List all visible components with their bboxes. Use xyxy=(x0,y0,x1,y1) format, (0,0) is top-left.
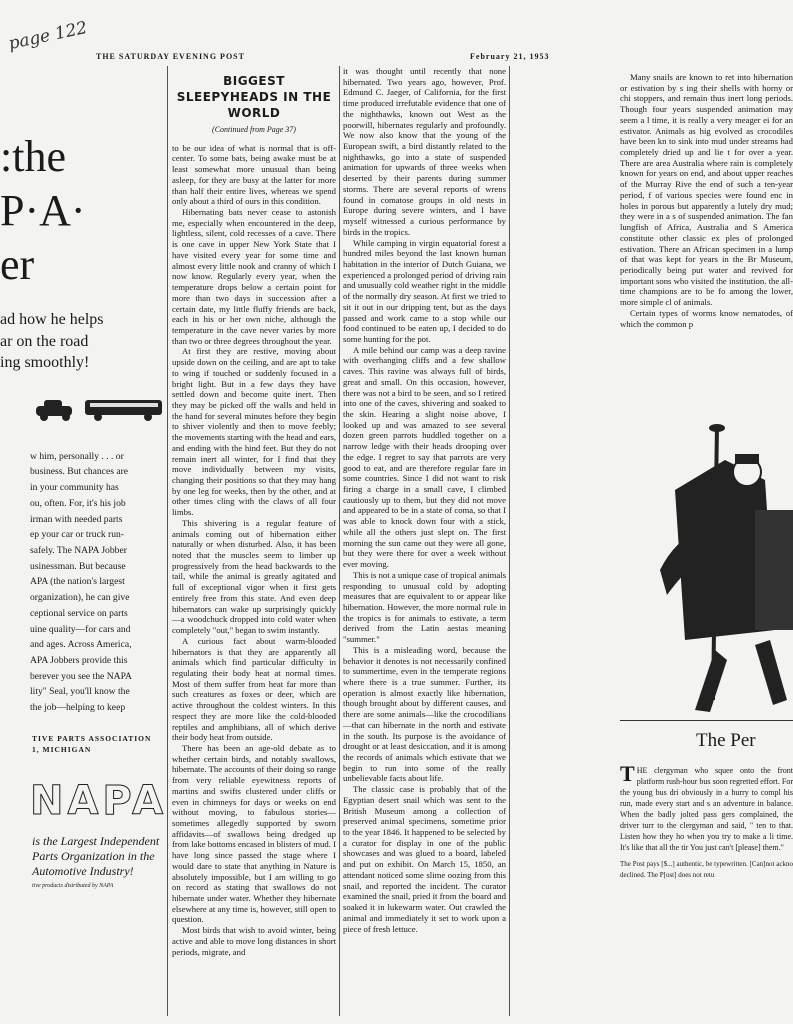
sidebar-story xyxy=(620,761,793,881)
paragraph: A mile behind our camp was a deep ravine with overhanging cliffs and a few shallow caves. This ravine was always full of birds, great and small. On this occasion, however, there was not a bird to be seen, and so I retired into one of the caves, shivering and soaked to the skin. Hearing a slight noise above, I looked up and was amazed to see several dozen green parrots huddled together on a narrow ledge with their heads drooping over the edge. I regret to say that parrots are very good to eat, and are therefore regular fare in some countries. Since I did not want to risk firing a charge in a small cave, I climbed cautiously up to them, but they did not move and appeared to be in a state of coma, so that I was able to knock down four with a stick, while all the others just slept on. The first morning the sun came out they were all gone, but they were there for over a week without ever moving. xyxy=(343,344,506,570)
sidebar-title: The Per xyxy=(696,730,756,751)
magazine-name: THE SATURDAY EVENING POST xyxy=(96,52,245,61)
article-column-1 xyxy=(172,73,336,957)
paragraph: While camping in virgin equatorial forest a hundred miles beyond the last known human habitation in the interior of Dutch Guiana, we experienced a prolonged period of driving rain and unusually cold weather right in the middle of the normally dry season. At first we tried to sit it out in our dripping tent, but as the days passed and work came to a stop while our food continued to be eaten up, I decided to do some hunting for the pot. xyxy=(343,237,506,344)
paragraph: Many snails are known to ret into hibernation or estivation by s ing their shells with horny or chi stoppers, and remain thus inert long periods. Though four years suspended animation may seem a l time, it is really a very meager ei for an estivator. Animals as hig evolved as crocodiles have been kn to sink into mud under streams had completely dried up and lie t for over a year. There are area Australia where rain is completely known for years on end, and about upper reaches of the Murray Rive the end of such a ten-year period, f of various species were found enc in holes in porous but apparently a lutely dry mud; they were in a s of suspended animation. The fan lungfish of Africa, Australia and S America constitute other classic ex ples of prolonged estivation. There an African specimen in a lump of that was kept for years in the Br Museum, periodically being put water and revived for important sons who visited the institution. the all-time champions are to be fo among the lower, more simple cl of animals. xyxy=(620,72,793,308)
car-and-bus-illustration xyxy=(0,394,162,426)
article-title: BIGGEST SLEEPYHEADS IN THE WORLD xyxy=(176,74,332,120)
ad-script-line: Parts Organization in the xyxy=(32,848,155,863)
napa-advertisement xyxy=(0,132,168,889)
paragraph: This is a misleading word, because the behavior it denotes is not necessarily confined to summertime, even in the temperate regions where there is a true summer. Further, its operation is almost exactly like hibernation, though brought about by different causes, and there are some animals—like the crocodilians—that can hibernate in the north and estivate in the south. Its purpose is the avoidance of drought or at least desiccation, and it is among the records of animals which estivate that we begin to run into some of the really unbelievable facts about life. xyxy=(343,644,506,784)
issue-date: February 21, 1953 xyxy=(470,52,550,61)
article-column-3 xyxy=(620,72,793,329)
ad-fine-print: tive products distributed by NAPA xyxy=(32,882,114,889)
column-divider xyxy=(339,66,340,1016)
paragraph: Most birds that wish to avoid winter, being active and able to move long distances in short periods, migrate, and xyxy=(172,925,336,957)
paragraph: At first they are restive, moving about upside down on the ceiling, and are apt to take to wing if touched or suddenly focused in a bright light. But in a few days they have settled down and become quite inert. Then they may be picked off the walls and held in the hand for several minutes before they begin to shiver violently and then to move feebly; the movements starting with the head and ears, and ending with the hind feet. But they do not remain inert all winter, for I find that they move individually between my visits, changing their positions so that they may hang by one leg for weeks, then by the other, and at other times cling with the claws of all four limbs. xyxy=(172,346,336,518)
paragraph: Hibernating bats never cease to astonish me, especially when encountered in the deep, lightless, silent, cold recesses of a cave. There is one cave in upper New York State that I have visited every year for some time and almost every little nook and cranny of which I now know. Regularly every year, when the temperature drops below a certain point for more than two days in succession after a certain date, my little fluffy friends are back, each in his or her own niche, although the temperature in the cave never varies by more than two or three degrees throughout the year. xyxy=(172,207,336,346)
ad-script-slogan xyxy=(0,834,162,879)
napa-logo: NAPA xyxy=(30,777,168,824)
paragraph: The classic case is probably that of the Egyptian desert snail which was sent to the British Museum among a collection of preserved animal specimens, sometime prior to the year 1846. It happened to be selected by a curator for display in one of the public showcases and was glued to a board, labeled and put on exhibit. On March 15, 1850, an attendant noticed some slime oozing from this snail, and reported the incident. The curator examined the snail, pried it from the board and soaked it in lukewarm water. Out crawled the animal and immediately it set to work upon a piece of fresh lettuce. xyxy=(343,784,506,934)
column-divider xyxy=(509,66,510,1016)
ad-headline-1: :the xyxy=(0,132,66,181)
ad-body-line: w him, personally . . . or xyxy=(30,450,124,462)
paragraph: to be our idea of what is normal that is off-center. To some bats, being awake must be at least somewhat more unusual than being asleep, for they are busy at the latter for more than half their entire lives, whereas we spend only about a third of ours in this condition. xyxy=(172,142,336,207)
ad-body-line: organization), he can give xyxy=(30,592,130,604)
dropcap: T xyxy=(620,761,635,786)
paragraph: Certain types of worms know nematodes, of which the common p xyxy=(620,307,793,329)
ad-body-line: uine quality—for cars and xyxy=(30,623,131,635)
sidebar-note: The Post pays [$...] authentic, be typewritten. [Can]not ackno declined. The P[ost] does not retu xyxy=(620,860,793,879)
sidebar-body: HE clergyman who squee onto the front platform rush-hour bus soon regretted effort. For the young bus dri obviously in a hurry to compl his run, made every start and s an adventure in balance. When the badly jolted pass gers complained, the driver turr to the clergyman and said, " ten to that. Listen how they ho when you try to make a li time. It's like that all the tir You just can't [please] them." xyxy=(620,766,793,852)
column-divider xyxy=(167,66,168,1016)
continued-note: (Continued from Page 37) xyxy=(212,125,296,134)
article-column-2 xyxy=(343,66,506,934)
ad-body-line: business. But chances are xyxy=(30,466,129,478)
ad-association-line-1: TIVE PARTS ASSOCIATION xyxy=(32,733,152,743)
paragraph: it was thought until recently that none hibernated. Two years ago, however, Prof. Edmund C. Jaeger, of California, for the first time produced irrefutable evidence that one of the nighthawks, known out West as the poorwill, hibernates regularly and profoundly. We now also know that the young of the European swift, a bird distantly related to the nighthawks, go into a state of suspended animation for upwards of three weeks when deserted by their parents during summer storms. There are several reports of wrens found in comatose groups in old nests in Europe during severe winters, and I have myself witnessed a curious performance by birds in the tropics. xyxy=(343,66,506,237)
ad-body-line: berever you see the NAPA xyxy=(30,670,132,682)
ad-body-line: usinessman. But because xyxy=(30,560,126,572)
paragraph: There has been an age-old debate as to whether certain birds, and notably swallows, hibernate. The accounts of their doing so range from very reliable eyewitness reports of martins and swifts clustered under cliffs or even in chimneys for days or weeks on end without moving, to fabulous stories—sometimes allegedly supported by sworn affidavits—of swallows being dredged up from lake bottoms encased in blisters of mud. I have long since passed the stage where I would dare to state that anything in Nature is absolutely impossible, but I am willing to go on record as stating that swallows do not hibernate under water. Whether they hibernate elsewhere at any time is, however, still open to question. xyxy=(172,742,336,925)
ad-body-line: the job—helping to keep xyxy=(30,702,126,714)
ad-script-line: is the Largest Independent xyxy=(32,833,160,848)
ad-body-line: ceptional service on parts xyxy=(30,607,128,619)
bus-pole-cartoon-illustration xyxy=(655,420,793,720)
ad-association-line-2: 1, MICHIGAN xyxy=(32,744,92,754)
ad-body-line: APA Jobbers provide this xyxy=(30,654,128,666)
ad-body-line: ep your car or truck run- xyxy=(30,529,125,541)
ad-tagline-3: ing smoothly! xyxy=(0,354,90,372)
ad-tagline-2: ar on the road xyxy=(0,332,89,350)
paragraph: This is not a unique case of tropical animals responding to unusual cold by adopting measures that are equivalent to or appear like hibernation. However, the more normal rule in the tropics is for animals to estivate, a term derived from the Latin aestas meaning "summer." xyxy=(343,569,506,645)
sidebar-rule xyxy=(620,720,793,721)
paragraph: This shivering is a regular feature of animals coming out of hibernation either naturally or when disturbed. Also, it has been noted that the muscles seem to limber up progressively from the head backwards to the tail, while the animal is greatly agitated and full of exceptional vigor when it first gets entirely free from this state. And even deep hibernators can wake up surprisingly quickly—a woodchuck dropped into cold water when completely "out," began to swim instantly. xyxy=(172,517,336,636)
ad-body-line: APA (the nation's largest xyxy=(30,576,125,588)
paragraph: A curious fact about warm-blooded hibernators is that they are apparently all animals which find particular difficulty in regulating their body heat at normal times. Most of them suffer from heat far more than such creatures as foxes or deer, which are active throughout the coldest winters. In this respect they are more like the cold-blooded reptiles and amphibians, all of which derive their body heat from outside. xyxy=(172,635,336,743)
ad-headline-2: P·A· xyxy=(0,186,86,235)
ad-body-line: lity" Seal, you'll know the xyxy=(30,686,130,698)
ad-body xyxy=(0,449,162,716)
ad-tagline-1: ad how he helps xyxy=(0,311,104,328)
ad-script-line: Automotive Industry! xyxy=(32,863,134,878)
handwritten-page-note: page 122 xyxy=(6,17,90,55)
ad-headline-3: er xyxy=(0,240,35,289)
ad-body-line: irman with needed parts xyxy=(30,513,123,525)
ad-body-line: and ages. Across America, xyxy=(30,639,132,651)
ad-body-line: safely. The NAPA Jobber xyxy=(30,545,127,556)
ad-body-line: ou, often. For, it's his job xyxy=(30,497,126,509)
ad-body-line: in your community has xyxy=(30,482,119,494)
